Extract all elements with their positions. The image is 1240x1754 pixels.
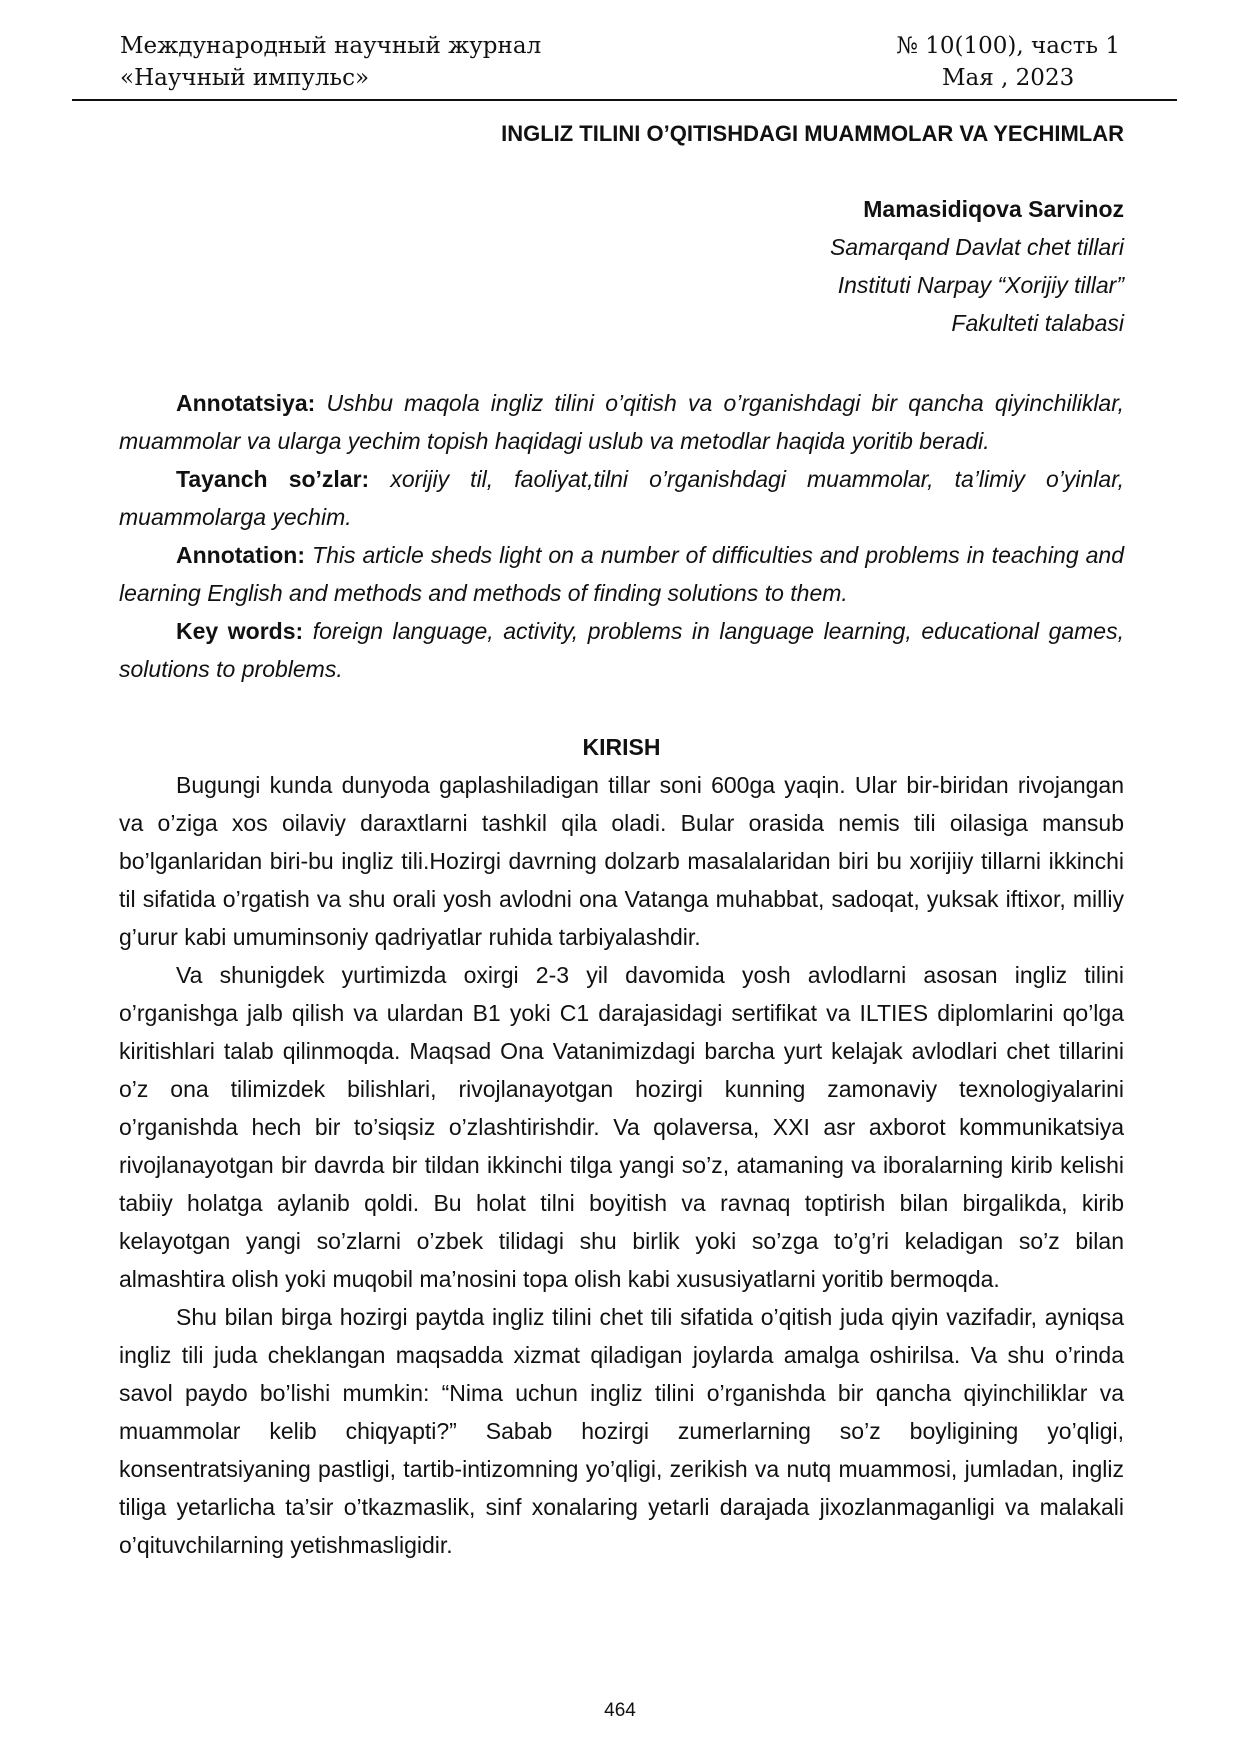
keywords-paragraph — [119, 612, 1124, 688]
issue-info — [896, 30, 1120, 94]
author-name: Mamasidiqova Sarvinoz — [863, 196, 1124, 222]
body-paragraph: Bugungi kunda dunyoda gaplashiladigan tillar soni 600ga yaqin. Ular bir-biridan rivojangan va o’ziga xos oilaviy daraxtlarni tashkil qila oladi. Bular orasida nemis tili oilasiga mansub bo’lganlaridan biri-bu ingliz tili.Hozirgi davrning dolzarb masalalaridan biri bu xorijiiy tillarni ikkinchi til sifatida o’rgatish va shu orali yosh avlodni ona Vatanga muhabbat, sadoqat, yuksak iftixor, milliy g’urur kabi umuminsoniy qadriyatlar ruhida tarbiyalashdir. — [119, 772, 1124, 950]
author-block — [119, 190, 1124, 342]
body-paragraph: Shu bilan birga hozirgi paytda ingliz tilini chet tili sifatida o’qitish juda qiyin vazifadir, ayniqsa ingliz tili juda cheklangan maqsadda xizmat qiladigan joylarda amalga oshirilsa. Va shu o’rinda savol paydo bo’lishi mumkin: “Nima uchun ingliz tilini o’rganishda bir qancha qiyinchiliklar va muammolar kelib chiqyapti?” Sabab hozirgi zumerlarning so’z boyligining yo’qligi, konsentratsiyaning pastligi, tartib-intizomning yo’qligi, zerikish va nutq muammosi, jumladan, ingliz tiliga yetarlicha ta’sir o’tkazmaslik, sinf xonalaring yetarli darajada jixozlanmaganligi va malakali o’qituvchilarning yetishmasligidir. — [119, 1304, 1124, 1558]
annotatsiya-text: Ushbu maqola ingliz tilini o’qitish va o’rganishdagi bir qancha qiyinchiliklar, muammolar va ularga yechim topish haqidagi uslub va metodlar haqida yoritib beradi. — [119, 390, 1125, 454]
section-heading: KIRISH — [582, 734, 661, 760]
annotatsiya-label: Annotatsiya: — [176, 390, 316, 416]
abstract-block — [119, 384, 1124, 688]
header-rule — [72, 99, 1177, 101]
tayanch-paragraph — [119, 460, 1124, 536]
journal-name-line1: Международный научный журнал — [120, 33, 542, 59]
page-number: 464 — [604, 1700, 636, 1721]
annotation-paragraph — [119, 536, 1124, 612]
issue-number: № 10(100), часть 1 — [896, 33, 1120, 59]
author-affiliation-line: Samarqand Davlat chet tillari — [829, 234, 1124, 260]
annotatsiya-paragraph — [119, 384, 1124, 460]
annotation-text: This article sheds light on a number of difficulties and problems in teaching and learning English and methods and methods of finding solutions to them. — [119, 542, 1125, 606]
journal-name-line2: «Научный импульс» — [120, 65, 370, 91]
keywords-label: Key words: — [176, 618, 304, 644]
article-title: INGLIZ TILINI O’QITISHDAGI MUAMMOLAR VA YECHIMLAR — [501, 121, 1124, 146]
body-paragraph: Va shunigdek yurtimizda oxirgi 2-3 yil davomida yosh avlodlarni asosan ingliz tilini o’rganishga jalb qilish va ulardan B1 yoki C1 darajasidagi sertifikat va ILTIES diplomlarini qo’lga kiritishlari talab qilinmoqda. Maqsad Ona Vatanimizdagi barcha yurt kelajak avlodlari chet tillarini o’z ona tilimizdek bilishlari, rivojlanayotgan hozirgi kunning zamonaviy texnologiyalarini o’rganishda hech bir to’siqsiz o’zlashtirishdir. Va qolaversa, XXI asr axborot kommunikatsiya rivojlanayotgan bir davrda bir tildan ikkinchi tilga yangi so’z, atamaning va iboralarning kirib kelishi tabiiy holatga aylanib qoldi. Bu holat tilni boyitish va ravnaq toptirish bilan birgalikda, kirib kelayotgan yangi so’zlarni o’zbek tilidagi shu birlik yoki so’zga to’g’ri keladigan so’z bilan almashtira olish yoki muqobil ma’nosini topa olish kabi xususiyatlarni yoritib bermoqda. — [119, 962, 1124, 1292]
keywords-text: foreign language, activity, problems in language learning, educational games, solutions to problems. — [119, 618, 1124, 682]
article-content — [119, 112, 1124, 1564]
issue-date: Мая , 2023 — [941, 65, 1075, 91]
annotation-label: Annotation: — [176, 542, 306, 568]
author-affiliation-line: Instituti Narpay “Xorijiy tillar” — [837, 272, 1124, 298]
section-body — [119, 766, 1124, 1564]
journal-name — [120, 30, 541, 94]
author-affiliation-line: Fakulteti talabasi — [951, 310, 1124, 336]
tayanch-text: xorijiy til, faoliyat,tilni o’rganishdagi muammolar, ta’limiy o’yinlar, muammolarga yechim. — [119, 466, 1124, 530]
tayanch-label: Tayanch so’zlar: — [176, 466, 370, 492]
